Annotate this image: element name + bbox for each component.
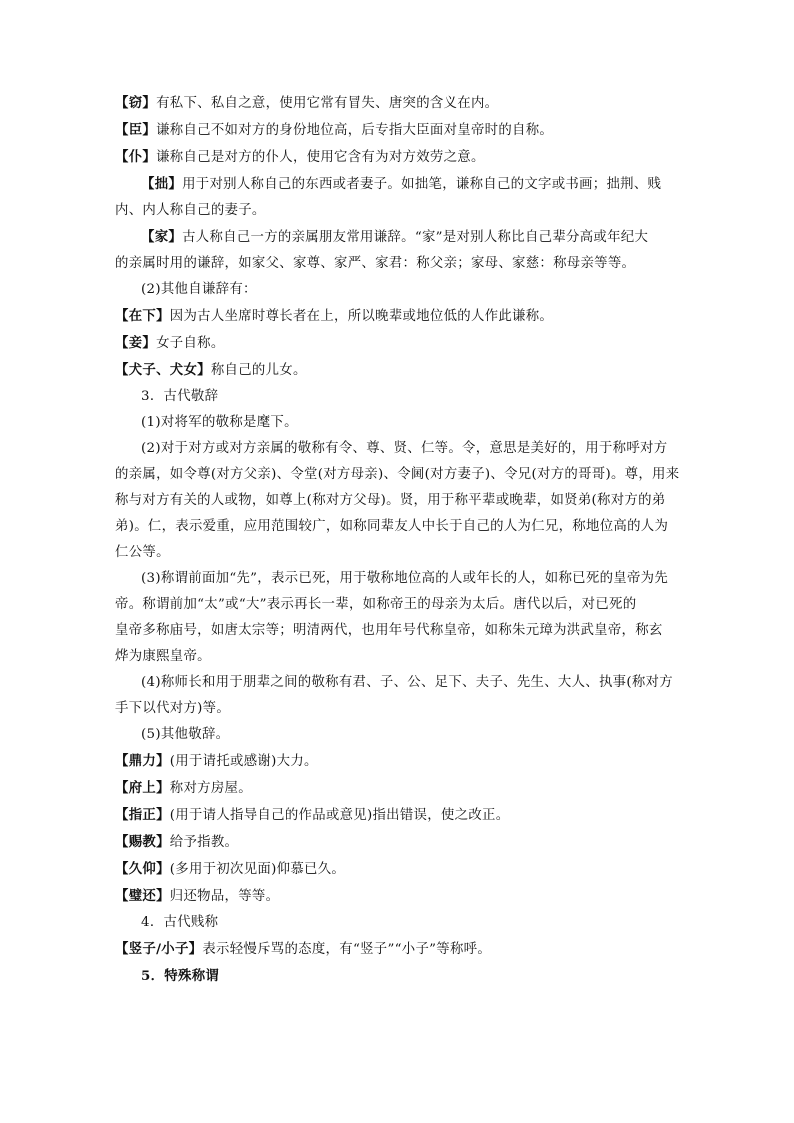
line-text: (多用于初次见面)仰慕已久。 bbox=[169, 862, 346, 877]
text-line bbox=[115, 644, 675, 670]
text-line bbox=[115, 748, 675, 775]
text-line bbox=[115, 722, 675, 748]
line-text: 称自己的儿女。 bbox=[210, 363, 307, 378]
line-text: 帝。称谓前加“太”或“大”表示再长一辈，如称帝王的母亲为太后。唐代以后，对已死的 bbox=[115, 597, 637, 612]
text-line bbox=[115, 802, 675, 829]
text-line bbox=[115, 936, 675, 963]
line-text: 皇帝多称庙号，如唐太宗等；明清两代，也用年号代称皇帝，如称朱元璋为洪武皇帝，称玄 bbox=[115, 623, 663, 638]
text-line bbox=[115, 90, 675, 117]
term-label: 【璧还】 bbox=[115, 888, 170, 904]
term-label: 【鼎力】 bbox=[115, 753, 170, 769]
text-line bbox=[115, 251, 675, 277]
text-line bbox=[115, 829, 675, 856]
text-line bbox=[115, 856, 675, 883]
line-text: 内、内人称自己的妻子。 bbox=[115, 203, 266, 218]
term-label: 【府上】 bbox=[115, 780, 170, 796]
line-text: 弟)。仁，表示爱重，应用范围较广，如称同辈友人中长于自己的人为仁兄，称地位高的人为 bbox=[115, 519, 669, 534]
text-line bbox=[115, 144, 675, 171]
line-text: (1)对将军的敬称是麾下。 bbox=[141, 415, 298, 430]
text-line bbox=[115, 277, 675, 303]
line-text: 古人称自己一方的亲属朋友常用谦辞。“家”是对别人称比自己辈分高或年纪大 bbox=[182, 230, 649, 245]
line-text: 谦称自己是对方的仆人，使用它含有为对方效劳之意。 bbox=[156, 150, 485, 165]
text-line bbox=[115, 963, 675, 989]
line-text: 表示轻慢斥骂的态度，有“竖子”“小子”等称呼。 bbox=[202, 942, 492, 957]
text-line bbox=[115, 171, 675, 198]
text-line bbox=[115, 117, 675, 144]
line-text: 4．古代贱称 bbox=[141, 915, 219, 930]
text-line bbox=[115, 198, 675, 224]
line-text: 归还物品，等等。 bbox=[169, 889, 280, 904]
text-line bbox=[115, 224, 675, 251]
document-body bbox=[115, 90, 680, 989]
term-label: 【仆】 bbox=[115, 149, 157, 165]
line-text: (用于请人指导自己的作品或意见)指出错误，使之改正。 bbox=[169, 808, 510, 823]
text-line bbox=[115, 670, 675, 696]
line-text: 称与对方有关的人或物，如尊上(称对方父母)。贤，用于称平辈或晚辈，如贤弟(称对方的弟 bbox=[115, 493, 666, 508]
line-text: 烨为康熙皇帝。 bbox=[115, 649, 211, 664]
text-line bbox=[115, 384, 675, 410]
term-label: 【拙】 bbox=[141, 176, 183, 192]
text-line bbox=[115, 514, 675, 540]
text-line bbox=[115, 303, 675, 330]
line-text: 女子自称。 bbox=[156, 336, 225, 351]
text-line bbox=[115, 357, 675, 384]
term-label: 【妾】 bbox=[115, 335, 157, 351]
text-line bbox=[115, 462, 680, 488]
text-line bbox=[115, 883, 675, 910]
line-text: (2)其他自谦辞有： bbox=[141, 282, 257, 297]
line-text: (4)称师长和用于朋辈之间的敬称有君、子、公、足下、夫子、先生、大人、执事(称对方 bbox=[141, 675, 673, 690]
term-label: 【家】 bbox=[141, 229, 183, 245]
text-line bbox=[115, 436, 675, 462]
line-text: (2)对于对方或对方亲属的敬称有令、尊、贤、仁等。令，意思是美好的，用于称呼对方 bbox=[141, 441, 668, 456]
line-text: 谦称自己不如对方的身份地位高，后专指大臣面对皇帝时的自称。 bbox=[156, 123, 554, 138]
text-line bbox=[115, 566, 675, 592]
term-label: 【犬子、犬女】 bbox=[115, 362, 211, 378]
line-text: 手下以代对方)等。 bbox=[115, 701, 231, 716]
text-line bbox=[115, 910, 675, 936]
term-label: 【竖子/小子】 bbox=[115, 941, 203, 957]
text-line bbox=[115, 696, 675, 722]
text-line bbox=[115, 775, 675, 802]
line-text: 给予指教。 bbox=[169, 835, 239, 850]
text-line bbox=[115, 488, 675, 514]
text-line bbox=[115, 592, 675, 618]
term-label: 【臣】 bbox=[115, 122, 157, 138]
line-text: 用于对别人称自己的东西或者妻子。如拙笔，谦称自己的文字或书画；拙荆、贱 bbox=[182, 177, 662, 192]
text-line bbox=[115, 540, 675, 566]
line-text: (3)称谓前面加“先”，表示已死，用于敬称地位高的人或年长的人，如称已死的皇帝为先 bbox=[141, 571, 669, 586]
text-line bbox=[115, 618, 675, 644]
line-text: (5)其他敬辞。 bbox=[141, 727, 230, 742]
line-text: 有私下、私自之意，使用它常有冒失、唐突的含义在内。 bbox=[156, 96, 499, 111]
term-label: 【久仰】 bbox=[115, 861, 170, 877]
term-label: 【窃】 bbox=[115, 95, 157, 111]
line-text: 的亲属时用的谦辞，如家父、家尊、家严、家君：称父亲；家母、家慈：称母亲等等。 bbox=[115, 256, 636, 271]
line-text: 仁公等。 bbox=[115, 545, 170, 560]
line-text: 称对方房屋。 bbox=[169, 781, 252, 796]
line-text: 因为古人坐席时尊长者在上，所以晚辈或地位低的人作此谦称。 bbox=[169, 309, 554, 324]
text-line bbox=[115, 410, 675, 436]
term-label: 【在下】 bbox=[115, 308, 170, 324]
line-text: (用于请托或感谢)大力。 bbox=[169, 754, 318, 769]
text-line bbox=[115, 330, 675, 357]
term-label: 【赐教】 bbox=[115, 834, 170, 850]
line-text: 的亲属，如令尊(对方父亲)、令堂(对方母亲)、令阃(对方妻子)、令兄(对方的哥哥)。尊，用来 bbox=[115, 467, 680, 482]
term-label: 【指正】 bbox=[115, 807, 170, 823]
line-text: 3．古代敬辞 bbox=[141, 389, 219, 404]
line-text: 5．特殊称谓 bbox=[141, 968, 220, 984]
